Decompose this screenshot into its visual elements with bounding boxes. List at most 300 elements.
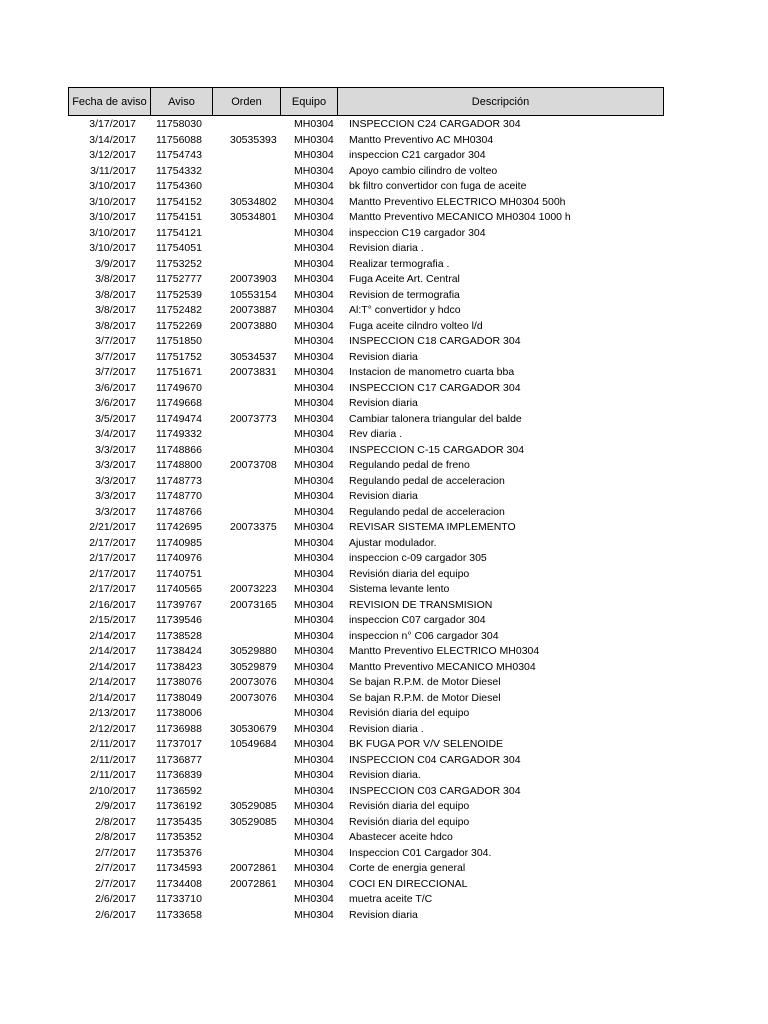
cell-equipo: MH0304 <box>294 877 334 890</box>
cell-fecha: 2/17/2017 <box>89 583 136 595</box>
cell-orden: 20072861 <box>230 862 277 874</box>
cell-fecha: 2/15/2017 <box>89 614 136 626</box>
column-header-orden: Orden <box>213 88 281 115</box>
cell-fecha: 2/10/2017 <box>89 784 136 797</box>
cell-descripcion: Revision de termografia <box>349 288 460 301</box>
cell-descripcion: Revision diaria <box>349 350 418 363</box>
cell-fecha: 3/7/2017 <box>95 350 136 363</box>
cell-descripcion: Se bajan R.P.M. de Motor Diesel <box>349 691 501 704</box>
cell-equipo: MH0304 <box>294 815 334 828</box>
cell-fecha: 2/14/2017 <box>89 691 136 704</box>
cell-orden: 10549684 <box>230 738 277 750</box>
cell-descripcion: Revision diaria . <box>349 242 424 254</box>
cell-fecha: 3/6/2017 <box>95 381 136 394</box>
table-row <box>68 117 664 133</box>
cell-aviso: 11734408 <box>156 877 202 890</box>
cell-aviso: 11738528 <box>156 629 202 642</box>
cell-fecha: 2/6/2017 <box>95 908 136 921</box>
table-row <box>68 691 664 707</box>
cell-orden: 20073708 <box>230 459 277 471</box>
cell-fecha: 2/17/2017 <box>89 552 136 564</box>
cell-aviso: 11756088 <box>156 133 202 146</box>
cell-aviso: 11738049 <box>156 691 202 704</box>
cell-descripcion: Regulando pedal de acceleracion <box>349 505 505 518</box>
cell-descripcion: Fuga Aceite Art. Central <box>349 273 460 285</box>
cell-equipo: MH0304 <box>294 753 334 766</box>
cell-aviso: 11753252 <box>156 257 202 270</box>
cell-equipo: MH0304 <box>294 691 334 704</box>
cell-equipo: MH0304 <box>294 629 334 642</box>
cell-aviso: 11754051 <box>156 242 202 254</box>
cell-fecha: 3/3/2017 <box>95 443 136 456</box>
cell-equipo: MH0304 <box>294 660 334 673</box>
cell-aviso: 11733710 <box>156 893 202 905</box>
cell-aviso: 11754743 <box>156 149 202 161</box>
cell-fecha: 2/9/2017 <box>95 800 136 812</box>
table-row <box>68 148 664 164</box>
cell-aviso: 11735352 <box>156 831 202 843</box>
cell-orden: 20073903 <box>230 273 277 285</box>
table-row <box>68 272 664 288</box>
cell-fecha: 2/11/2017 <box>90 753 136 766</box>
cell-aviso: 11740985 <box>156 536 202 549</box>
cell-orden <box>226 830 294 846</box>
cell-descripcion: INSPECCION C04 CARGADOR 304 <box>349 753 521 766</box>
cell-descripcion: REVISAR SISTEMA IMPLEMENTO <box>349 521 516 533</box>
cell-orden: 30529879 <box>230 660 277 673</box>
table-row <box>68 675 664 691</box>
cell-orden <box>226 753 294 769</box>
cell-aviso: 11736192 <box>156 800 202 812</box>
cell-aviso: 11748866 <box>156 443 202 456</box>
cell-orden: 20073076 <box>230 691 277 704</box>
cell-fecha: 2/7/2017 <box>95 877 136 890</box>
table-row <box>68 706 664 722</box>
table-row <box>68 241 664 257</box>
cell-orden: 30529085 <box>230 800 277 812</box>
cell-equipo: MH0304 <box>294 893 334 905</box>
cell-orden <box>226 117 294 133</box>
cell-fecha: 2/16/2017 <box>89 598 136 611</box>
cell-orden: 20072861 <box>230 877 277 890</box>
cell-aviso: 11748800 <box>156 459 202 471</box>
cell-fecha: 2/17/2017 <box>89 536 136 549</box>
table-row <box>68 520 664 536</box>
cell-aviso: 11749670 <box>156 381 202 394</box>
cell-aviso: 11736592 <box>156 784 202 797</box>
cell-orden: 20073165 <box>230 598 277 611</box>
cell-descripcion: Revision diaria. <box>349 769 421 781</box>
cell-equipo: MH0304 <box>294 428 334 440</box>
cell-descripcion: Revisión diaria del equipo <box>349 707 470 719</box>
cell-descripcion: Revision diaria <box>349 397 418 409</box>
column-header-aviso: Aviso <box>151 88 213 115</box>
cell-descripcion: bk filtro convertidor con fuga de aceite <box>349 180 527 192</box>
cell-fecha: 3/7/2017 <box>95 366 136 378</box>
cell-fecha: 3/3/2017 <box>95 490 136 502</box>
cell-orden: 20073375 <box>230 521 277 533</box>
cell-aviso: 11739546 <box>156 614 202 626</box>
cell-equipo: MH0304 <box>294 784 334 797</box>
cell-orden <box>226 474 294 490</box>
cell-descripcion: COCI EN DIRECCIONAL <box>349 877 468 890</box>
cell-descripcion: INSPECCION C17 CARGADOR 304 <box>349 381 521 394</box>
cell-descripcion: inspeccion C19 cargador 304 <box>349 226 486 239</box>
cell-orden <box>226 567 294 583</box>
cell-descripcion: REVISION DE TRANSMISION <box>349 598 493 611</box>
cell-equipo: MH0304 <box>294 490 334 502</box>
cell-descripcion: Ajustar modulador. <box>349 536 437 549</box>
cell-equipo: MH0304 <box>294 474 334 487</box>
cell-fecha: 2/17/2017 <box>89 567 136 580</box>
cell-orden <box>226 908 294 924</box>
cell-fecha: 3/12/2017 <box>89 149 136 161</box>
cell-fecha: 2/21/2017 <box>89 521 136 533</box>
cell-fecha: 3/17/2017 <box>89 118 136 130</box>
table-row <box>68 644 664 660</box>
cell-equipo: MH0304 <box>294 211 334 223</box>
table-row <box>68 598 664 614</box>
cell-fecha: 3/5/2017 <box>95 412 136 425</box>
table-row <box>68 753 664 769</box>
cell-fecha: 2/14/2017 <box>89 629 136 642</box>
cell-orden <box>226 892 294 908</box>
cell-descripcion: Regulando pedal de freno <box>349 459 470 471</box>
cell-orden <box>226 427 294 443</box>
cell-equipo: MH0304 <box>294 412 334 425</box>
cell-equipo: MH0304 <box>294 707 334 719</box>
cell-equipo: MH0304 <box>294 614 334 626</box>
cell-aviso: 11733658 <box>156 908 202 921</box>
cell-equipo: MH0304 <box>294 862 334 874</box>
cell-aviso: 11752482 <box>156 304 202 316</box>
column-header-fecha: Fecha de aviso <box>69 88 151 115</box>
table-row <box>68 365 664 381</box>
cell-equipo: MH0304 <box>294 350 334 363</box>
cell-aviso: 11748766 <box>156 505 202 518</box>
cell-aviso: 11749474 <box>156 412 202 425</box>
table-row <box>68 892 664 908</box>
cell-aviso: 11738423 <box>156 660 202 673</box>
cell-fecha: 3/8/2017 <box>95 273 136 285</box>
cell-orden <box>226 613 294 629</box>
maintenance-table <box>68 87 664 923</box>
cell-equipo: MH0304 <box>294 521 334 533</box>
cell-descripcion: Revision diaria <box>349 908 418 921</box>
table-row <box>68 551 664 567</box>
cell-fecha: 2/7/2017 <box>95 846 136 859</box>
cell-orden <box>226 489 294 505</box>
cell-orden <box>226 226 294 242</box>
cell-descripcion: Revisión diaria del equipo <box>349 567 470 580</box>
cell-aviso: 11740976 <box>156 552 202 564</box>
column-header-descripcion: Descripción <box>471 95 530 108</box>
cell-equipo: MH0304 <box>294 722 334 735</box>
cell-fecha: 3/4/2017 <box>95 428 136 440</box>
table-row <box>68 846 664 862</box>
cell-aviso: 11758030 <box>156 118 202 130</box>
table-row <box>68 536 664 552</box>
cell-equipo: MH0304 <box>294 908 334 921</box>
table-row <box>68 210 664 226</box>
table-row <box>68 443 664 459</box>
cell-descripcion: Revision diaria <box>349 490 418 502</box>
cell-aviso: 11735435 <box>156 815 202 828</box>
cell-fecha: 3/8/2017 <box>95 304 136 316</box>
cell-descripcion: inspeccion c-09 cargador 305 <box>349 552 487 564</box>
cell-orden <box>226 334 294 350</box>
cell-orden: 10553154 <box>230 288 277 301</box>
cell-aviso: 11736988 <box>156 722 202 735</box>
cell-equipo: MH0304 <box>294 257 334 270</box>
table-row <box>68 505 664 521</box>
cell-aviso: 11739767 <box>156 598 202 611</box>
cell-descripcion: Regulando pedal de acceleracion <box>349 474 505 487</box>
cell-aviso: 11748770 <box>156 490 202 502</box>
cell-aviso: 11751752 <box>156 350 202 363</box>
table-row <box>68 908 664 924</box>
cell-equipo: MH0304 <box>294 552 334 564</box>
cell-descripcion: Revisión diaria del equipo <box>349 815 470 828</box>
cell-aviso: 11742695 <box>156 521 202 533</box>
cell-descripcion: inspeccion n° C06 cargador 304 <box>349 629 499 642</box>
cell-fecha: 2/7/2017 <box>95 862 136 874</box>
cell-orden <box>226 257 294 273</box>
cell-equipo: MH0304 <box>294 335 334 347</box>
cell-fecha: 2/12/2017 <box>89 722 136 735</box>
cell-descripcion: Fuga aceite cilndro volteo l/d <box>349 319 483 332</box>
cell-descripcion: Mantto Preventivo ELECTRICO MH0304 500h <box>349 195 566 208</box>
cell-equipo: MH0304 <box>294 397 334 409</box>
cell-equipo: MH0304 <box>294 645 334 657</box>
table-row <box>68 582 664 598</box>
cell-fecha: 3/6/2017 <box>95 397 136 409</box>
cell-aviso: 11749668 <box>156 397 202 409</box>
table-row <box>68 427 664 443</box>
cell-fecha: 2/14/2017 <box>89 660 136 673</box>
cell-aviso: 11736839 <box>156 769 202 781</box>
cell-aviso: 11738424 <box>156 645 202 657</box>
cell-fecha: 2/8/2017 <box>95 815 136 828</box>
cell-fecha: 3/9/2017 <box>95 257 136 270</box>
cell-equipo: MH0304 <box>294 226 334 239</box>
cell-orden: 30529880 <box>230 645 277 657</box>
cell-equipo: MH0304 <box>294 738 334 750</box>
cell-descripcion: Mantto Preventivo AC MH0304 <box>349 133 494 146</box>
cell-equipo: MH0304 <box>294 319 334 332</box>
cell-equipo: MH0304 <box>294 505 334 518</box>
cell-fecha: 3/10/2017 <box>89 226 136 239</box>
cell-descripcion: inspeccion C07 cargador 304 <box>349 614 486 626</box>
table-row <box>68 768 664 784</box>
cell-orden: 20073773 <box>230 412 277 425</box>
cell-equipo: MH0304 <box>294 459 334 471</box>
cell-equipo: MH0304 <box>294 133 334 146</box>
cell-aviso: 11738076 <box>156 676 202 688</box>
table-row <box>68 396 664 412</box>
cell-descripcion: Mantto Preventivo MECANICO MH0304 <box>349 660 536 673</box>
cell-orden: 30529085 <box>230 815 277 828</box>
cell-equipo: MH0304 <box>294 180 334 192</box>
cell-equipo: MH0304 <box>294 304 334 316</box>
cell-descripcion: Revisión diaria del equipo <box>349 800 470 812</box>
cell-orden <box>226 396 294 412</box>
cell-equipo: MH0304 <box>294 676 334 688</box>
table-row <box>68 877 664 893</box>
cell-equipo: MH0304 <box>294 195 334 208</box>
cell-orden: 30535393 <box>230 133 277 146</box>
cell-descripcion: BK FUGA POR V/V SELENOIDE <box>349 738 504 750</box>
cell-orden <box>226 505 294 521</box>
cell-aviso: 11738006 <box>156 707 202 719</box>
table-row <box>68 334 664 350</box>
cell-orden <box>226 551 294 567</box>
table-row <box>68 815 664 831</box>
cell-fecha: 3/11/2017 <box>90 164 136 177</box>
cell-aviso: 11740565 <box>156 583 202 595</box>
cell-orden: 20073887 <box>230 304 277 316</box>
cell-orden: 30534801 <box>230 211 277 223</box>
cell-orden: 20073223 <box>230 583 277 595</box>
cell-aviso: 11734593 <box>156 862 202 874</box>
table-body <box>68 117 664 923</box>
cell-fecha: 2/13/2017 <box>89 707 136 719</box>
cell-orden: 20073880 <box>230 319 277 332</box>
cell-descripcion: Corte de energia general <box>349 862 466 874</box>
table-row <box>68 861 664 877</box>
table-row <box>68 179 664 195</box>
cell-equipo: MH0304 <box>294 118 334 130</box>
cell-aviso: 11740751 <box>156 567 202 580</box>
table-row <box>68 288 664 304</box>
cell-descripcion: INSPECCION C18 CARGADOR 304 <box>349 335 521 347</box>
cell-aviso: 11751850 <box>156 335 202 347</box>
cell-equipo: MH0304 <box>294 288 334 301</box>
cell-orden <box>226 443 294 459</box>
cell-aviso: 11754151 <box>156 211 202 223</box>
cell-orden: 30530679 <box>230 722 277 735</box>
cell-descripcion: inspeccion C21 cargador 304 <box>349 149 486 161</box>
cell-fecha: 3/8/2017 <box>95 319 136 332</box>
cell-descripcion: Sistema levante lento <box>349 583 450 595</box>
table-row <box>68 613 664 629</box>
cell-aviso: 11748773 <box>156 474 202 487</box>
cell-fecha: 3/14/2017 <box>89 133 136 146</box>
cell-aviso: 11752539 <box>156 288 202 301</box>
cell-descripcion: Apoyo cambio cilindro de volteo <box>349 164 498 177</box>
cell-equipo: MH0304 <box>294 598 334 611</box>
cell-fecha: 3/3/2017 <box>95 459 136 471</box>
cell-fecha: 3/10/2017 <box>89 195 136 208</box>
cell-descripcion: Al:T° convertidor y hdco <box>349 304 461 316</box>
cell-orden <box>226 164 294 180</box>
cell-aviso: 11749332 <box>156 428 202 440</box>
table-row <box>68 830 664 846</box>
cell-fecha: 2/14/2017 <box>89 645 136 657</box>
cell-equipo: MH0304 <box>294 567 334 580</box>
cell-orden <box>226 241 294 257</box>
cell-equipo: MH0304 <box>294 242 334 254</box>
table-row <box>68 737 664 753</box>
table-row <box>68 474 664 490</box>
table-row <box>68 257 664 273</box>
cell-orden: 30534802 <box>230 195 277 208</box>
table-row <box>68 226 664 242</box>
cell-descripcion: Cambiar talonera triangular del balde <box>349 412 522 425</box>
cell-aviso: 11752777 <box>156 273 202 285</box>
cell-aviso: 11754332 <box>156 164 202 177</box>
cell-descripcion: INSPECCION C24 CARGADOR 304 <box>349 118 521 130</box>
cell-descripcion: Mantto Preventivo ELECTRICO MH0304 <box>349 645 540 657</box>
cell-descripcion: INSPECCION C-15 CARGADOR 304 <box>349 443 525 456</box>
cell-aviso: 11736877 <box>156 753 202 766</box>
cell-fecha: 2/6/2017 <box>95 893 136 905</box>
cell-equipo: MH0304 <box>294 769 334 781</box>
table-row <box>68 412 664 428</box>
cell-fecha: 3/7/2017 <box>95 335 136 347</box>
cell-aviso: 11754152 <box>156 195 202 208</box>
cell-fecha: 2/8/2017 <box>95 831 136 843</box>
cell-equipo: MH0304 <box>294 366 334 378</box>
cell-fecha: 2/11/2017 <box>90 769 136 781</box>
table-row <box>68 799 664 815</box>
cell-equipo: MH0304 <box>294 381 334 394</box>
cell-fecha: 3/10/2017 <box>89 242 136 254</box>
cell-fecha: 3/10/2017 <box>89 180 136 192</box>
cell-equipo: MH0304 <box>294 800 334 812</box>
cell-fecha: 2/14/2017 <box>89 676 136 688</box>
table-header <box>68 87 664 116</box>
cell-fecha: 2/11/2017 <box>90 738 136 750</box>
cell-orden <box>226 381 294 397</box>
cell-fecha: 3/8/2017 <box>95 288 136 301</box>
cell-descripcion: Realizar termografia . <box>349 257 450 270</box>
cell-equipo: MH0304 <box>294 149 334 161</box>
cell-descripcion: muetra aceite T/C <box>349 893 433 905</box>
cell-orden <box>226 706 294 722</box>
cell-orden <box>226 846 294 862</box>
cell-equipo: MH0304 <box>294 443 334 456</box>
cell-orden: 30534537 <box>230 350 277 363</box>
cell-descripcion: Revision diaria . <box>349 722 424 735</box>
cell-equipo: MH0304 <box>294 164 334 177</box>
cell-descripcion: Mantto Preventivo MECANICO MH0304 1000 h <box>349 211 571 223</box>
table-row <box>68 489 664 505</box>
table-row <box>68 381 664 397</box>
table-row <box>68 722 664 738</box>
table-row <box>68 629 664 645</box>
cell-equipo: MH0304 <box>294 846 334 859</box>
cell-orden: 20073831 <box>230 366 277 378</box>
cell-orden <box>226 768 294 784</box>
cell-descripcion: Instacion de manometro cuarta bba <box>349 366 515 378</box>
cell-orden <box>226 536 294 552</box>
cell-equipo: MH0304 <box>294 536 334 549</box>
cell-fecha: 3/3/2017 <box>95 474 136 487</box>
table-row <box>68 303 664 319</box>
cell-aviso: 11754121 <box>156 226 202 239</box>
cell-orden: 20073076 <box>230 676 277 688</box>
table-row <box>68 660 664 676</box>
cell-descripcion: Inspeccion C01 Cargador 304. <box>349 846 492 859</box>
cell-aviso: 11737017 <box>156 738 202 750</box>
cell-orden <box>226 179 294 195</box>
table-row <box>68 458 664 474</box>
cell-orden <box>226 784 294 800</box>
cell-aviso: 11752269 <box>156 319 202 332</box>
cell-equipo: MH0304 <box>294 583 334 595</box>
cell-fecha: 3/3/2017 <box>95 505 136 518</box>
